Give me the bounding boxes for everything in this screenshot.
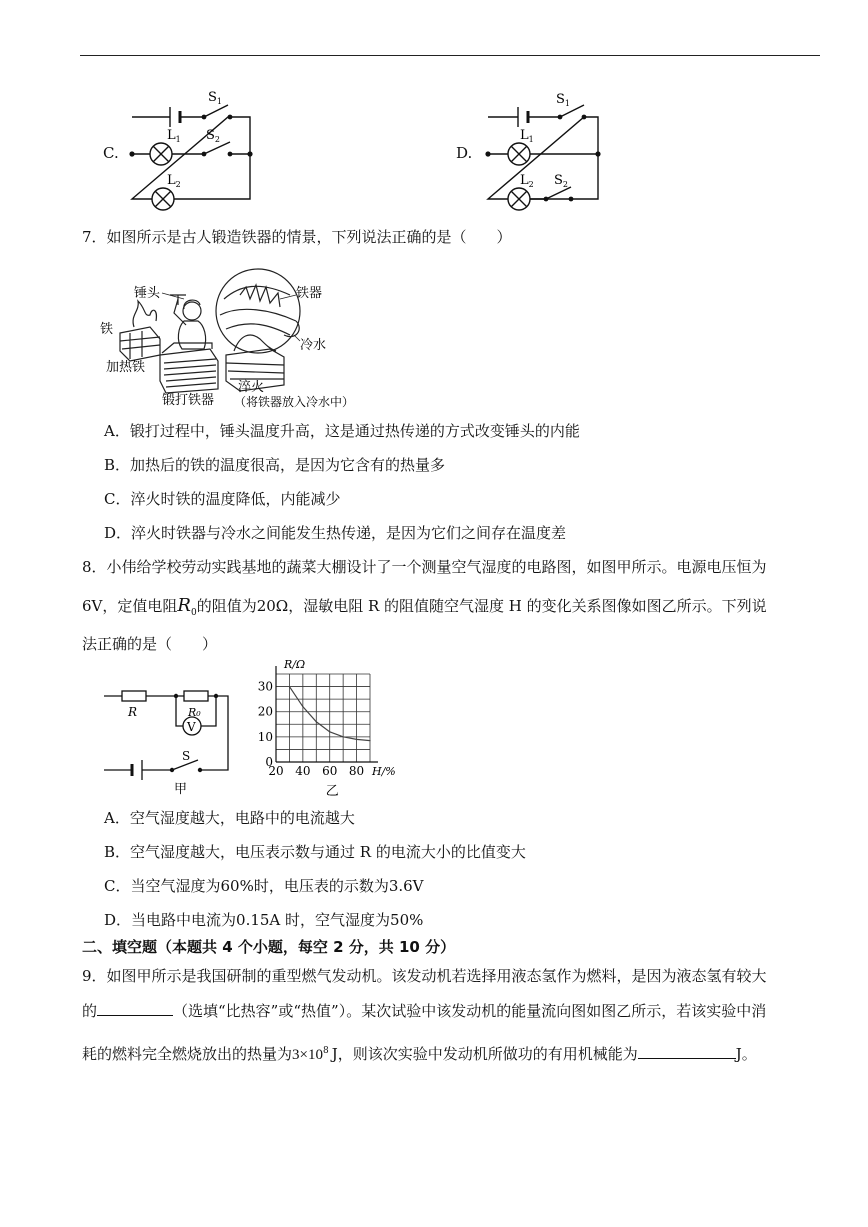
- label-heat-iron: 加热铁: [106, 360, 146, 375]
- q8-line-3: 法正确的是（ ）: [82, 635, 218, 653]
- l1-label: $L_1$: [167, 128, 181, 144]
- x-tick-label: 40: [295, 764, 311, 778]
- curve-point: [316, 721, 317, 722]
- q7-stem: 7．如图所示是古人锻造铁器的情景，下列说法正确的是（ ）: [82, 228, 512, 246]
- label-cold-water: 冷水: [300, 338, 327, 353]
- l1-label: $L_1$: [520, 128, 534, 144]
- label-ironware: 铁器: [296, 286, 323, 301]
- r0-label: R₀: [188, 706, 201, 719]
- label-quench: 淬火: [238, 380, 265, 395]
- y-tick-label: 30: [257, 679, 273, 694]
- header-rule: [80, 55, 820, 56]
- s2-label: $S_2$: [554, 173, 568, 189]
- humidity-resistance-chart: [258, 660, 398, 800]
- x-tick-label: 60: [322, 764, 338, 778]
- caption-jia: 甲: [174, 782, 188, 797]
- caption-yi: 乙: [325, 784, 339, 799]
- q8-option-b: B．空气湿度越大，电压表示数与通过 R 的电流大小的比值变大: [104, 843, 526, 861]
- forging-illustration: [100, 265, 390, 415]
- s2-label: $S_2$: [206, 128, 220, 144]
- circuit-jia: [100, 680, 235, 795]
- q9-line-1: 9．如图甲所示是我国研制的重型燃气发动机。该发动机若选择用液态氢作为燃料，是因为液态氢有较大: [82, 967, 767, 985]
- s-label: S: [182, 749, 191, 763]
- curve-point: [369, 740, 370, 741]
- q7-option-d: D．淬火时铁器与冷水之间能发生热传递，是因为它们之间存在温度差: [104, 524, 567, 542]
- curve-point: [289, 686, 290, 687]
- voltmeter-label: V: [187, 720, 196, 734]
- q7-option-c: C．淬火时铁的温度降低，内能减少: [104, 490, 341, 508]
- q8-option-c: C．当空气湿度为60%时，电压表的示数为3.6V: [104, 877, 424, 895]
- q9-blank-2[interactable]: [638, 1044, 736, 1059]
- q9-blank-1[interactable]: [97, 1001, 173, 1016]
- q9-line-3: 耗的燃料完全燃烧放出的热量为$3\times 10^8$ J，则该次实验中发动机所做功的有用机械能为 J。: [82, 1045, 757, 1063]
- q8-option-a: A．空气湿度越大，电路中的电流越大: [104, 809, 355, 827]
- x-axis-label: H/%: [372, 765, 396, 778]
- label-hammer: 锤头: [134, 286, 161, 301]
- q7-option-b: B．加热后的铁的温度很高，是因为它含有的热量多: [104, 456, 446, 474]
- l2-label: $L_2$: [520, 173, 534, 189]
- s1-label: $S_1$: [208, 90, 222, 106]
- q8-option-d: D．当电路中电流为0.15A 时，空气湿度为50%: [104, 911, 424, 929]
- curve-point: [343, 736, 344, 737]
- option-c-label: C.: [103, 144, 119, 162]
- circuit-option-c: [120, 85, 270, 215]
- section-2-title: 二、填空题（本题共 4 个小题，每空 2 分，共 10 分）: [82, 938, 456, 956]
- label-quench-note: （将铁器放入冷水中）: [234, 395, 355, 409]
- y-tick-label: 0: [265, 755, 273, 769]
- y-tick-label: 10: [257, 729, 273, 744]
- label-forge: 锻打铁器: [162, 393, 215, 408]
- l2-label: $L_2$: [167, 173, 181, 189]
- q8-line-1: 8．小伟给学校劳动实践基地的蔬菜大棚设计了一个测量空气湿度的电路图，如图甲所示。电源电压恒为: [82, 558, 767, 576]
- label-iron: 铁: [100, 322, 114, 337]
- y-tick-label: 20: [257, 704, 273, 719]
- q9-line-2: 的 （选填“比热容”或“热值”）。某次试验中该发动机的能量流向图如图乙所示，若该实验中消: [82, 1002, 767, 1020]
- x-tick-label: 80: [348, 764, 365, 778]
- curve-point: [329, 731, 330, 732]
- circuit-option-d: [476, 85, 626, 215]
- r-label: R: [128, 705, 138, 719]
- s1-label: $S_1$: [556, 92, 570, 108]
- q7-option-a: A．锻打过程中，锤头温度升高，这是通过热传递的方式改变锤头的内能: [104, 422, 580, 440]
- y-axis-label: R/Ω: [284, 658, 306, 671]
- curve-point: [302, 706, 303, 707]
- curve-point: [356, 739, 357, 740]
- q8-line-2: 6V，定值电阻$R_0$的阻值为20Ω，湿敏电阻 R 的阻值随空气湿度 H 的变化关系图像如图乙所示。下列说: [82, 595, 767, 618]
- option-d-label: D.: [456, 144, 473, 162]
- x-tick-label: 20: [268, 764, 284, 778]
